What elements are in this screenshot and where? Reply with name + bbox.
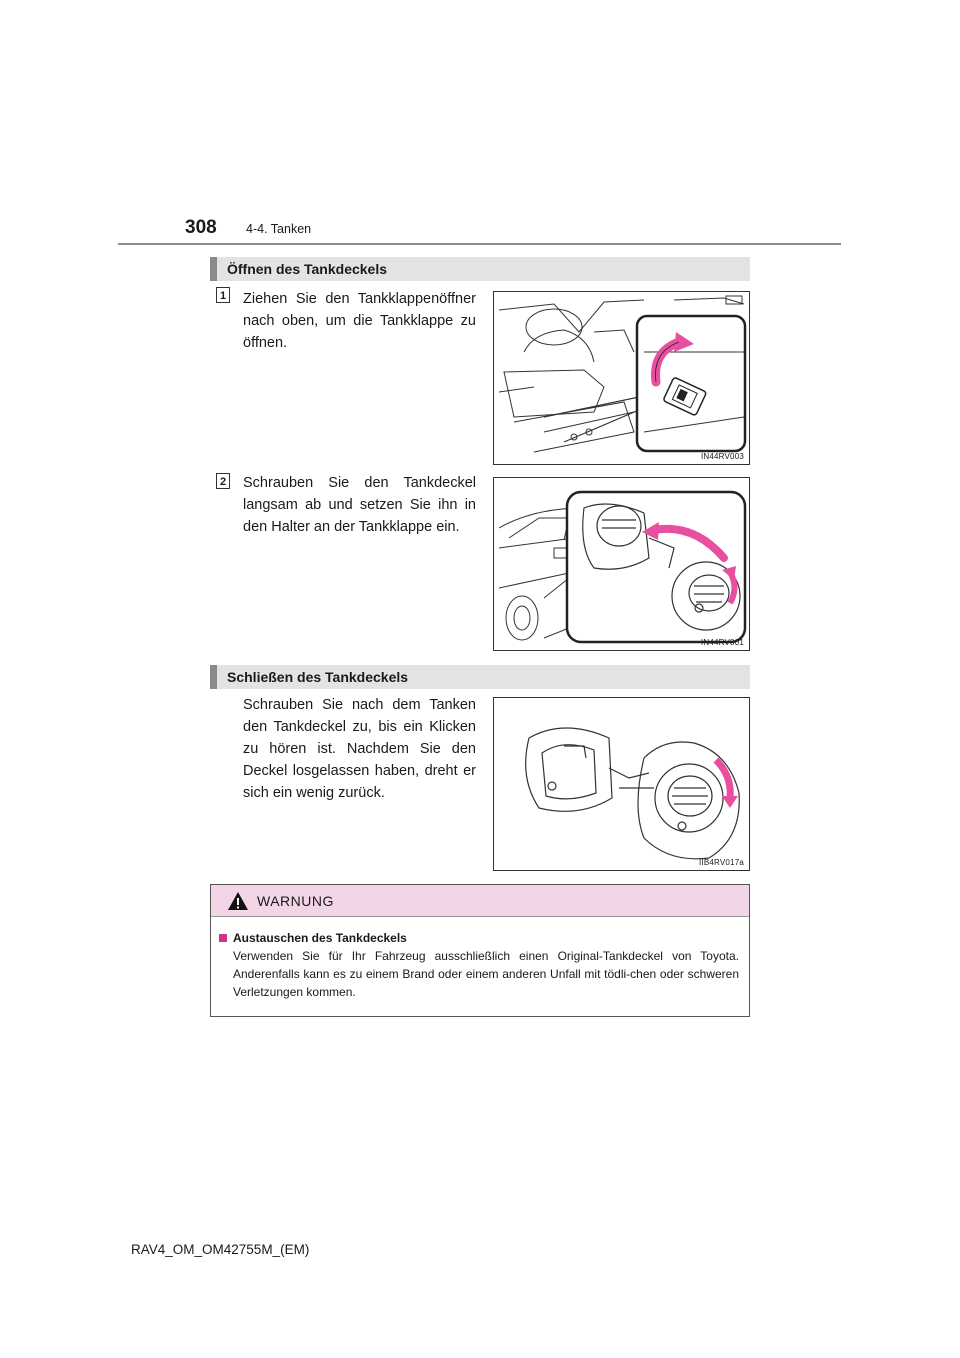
step-number-2: 2 xyxy=(216,473,230,489)
figure-code-3: IIB4RV017a xyxy=(699,858,744,867)
fuel-cap-removal-illustration xyxy=(494,478,749,650)
warning-header xyxy=(211,885,749,917)
warning-box xyxy=(210,884,750,1017)
figure-fuel-door-opener xyxy=(493,291,750,465)
figure-fuel-cap-closing xyxy=(493,697,750,871)
footer-model-code: RAV4_OM_OM42755M_(EM) xyxy=(131,1242,310,1257)
figure-code-1: IN44RV003 xyxy=(700,452,744,461)
fuel-cap-closing-illustration xyxy=(494,698,749,870)
figure-fuel-cap-removal xyxy=(493,477,750,651)
warning-title: WARNUNG xyxy=(257,892,334,909)
chapter-title: 4-4. Tanken xyxy=(246,222,312,236)
warning-subtitle: Austauschen des Tankdeckels xyxy=(233,931,407,945)
step-1-text: Ziehen Sie den Tankklappenöffner nach oben, um die Tankklappe zu öffnen. xyxy=(243,291,476,351)
step-number-1: 1 xyxy=(216,287,230,303)
closing-text: Schrauben Sie nach dem Tanken den Tankdeckel zu, bis ein Klicken zu hören ist. Nachdem Sie den Deckel losgelassen haben, dreht er sich ein wenig zurück. xyxy=(243,697,476,801)
step-2-text: Schrauben Sie den Tankdeckel langsam ab und setzen Sie ihn in den Halter an der Tankklappe ein. xyxy=(243,475,476,535)
bullet-square-icon xyxy=(219,934,227,942)
warning-subtitle-row xyxy=(219,929,739,947)
section-title-closing: Schließen des Tankdeckels xyxy=(210,665,750,689)
header-divider xyxy=(118,243,841,245)
warning-body xyxy=(211,917,749,1001)
figure-code-2: IN44RV001 xyxy=(700,638,744,647)
warning-triangle-icon xyxy=(227,891,249,911)
fuel-door-opener-illustration xyxy=(494,292,749,464)
warning-text: Verwenden Sie für Ihr Fahrzeug ausschließlich einen Original-Tankdeckel von Toyota. Anderenfalls kann es zu einem Brand oder einem anderen Unfall mit tödli-chen oder schweren Verletzungen kommen. xyxy=(233,949,739,999)
section-title-opening: Öffnen des Tankdeckels xyxy=(210,257,750,281)
page-number: 308 xyxy=(185,217,217,238)
